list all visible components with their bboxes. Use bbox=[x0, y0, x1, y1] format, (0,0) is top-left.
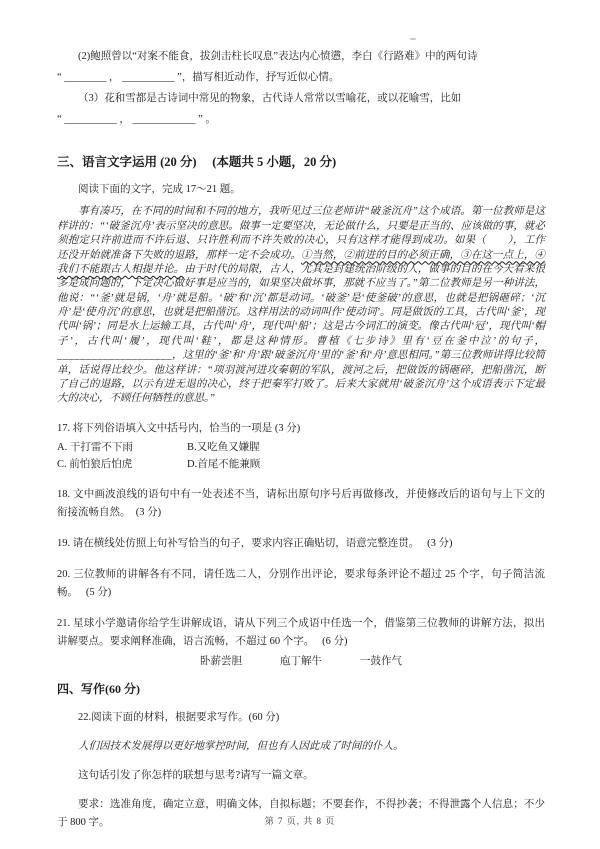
passage-part-2: 由于时代的局限，古人，尤其是封建统治阶级的人，做事的目的在今天看来很多是成问题的，下定决心做好事是应当的，如果坚决做坏事，那就不应当了。”第二位教师是另一种讲法，他说：“‘釜’就是锅，‘舟’就是船。‘破’和‘沉’都是动词。‘破釜’是‘使釜破’的意思，也就是把锅砸碎；‘沉舟’是‘使舟沉’的意思，也就是把船凿沉。这样用法的动词叫作‘使动词’。同是做饭的工具，古代叫‘釜’，现代叫‘锅’；同是水上运输工具，古代叫‘舟’，现代叫‘船’；这是古今词汇的演变。像古代叫‘冠’，现代叫‘帽子’，古代叫‘履’，现代叫‘鞋’，都是这种情形。曹植《七步诗》里有‘豆在釜中泣’的句子， bbox=[57, 263, 546, 347]
question-18-stem: 18. 文中画波浪线的语句中有一处表述不当，请标出原句序号后再做修改，并使修改后的语句与上下文的衔接流畅自然。 (3 分) bbox=[57, 488, 545, 518]
question-17-stem: 17. 将下列俗语填入文中括号内，恰当的一项是 (3 分) bbox=[57, 422, 301, 434]
question-19-stem: 19. 请在横线处仿照上句补写恰当的句子，要求内容正确贴切，语意完整连贯。 (3 分) bbox=[57, 537, 453, 549]
option-c: C. 前怕狼后怕虎 bbox=[57, 458, 133, 470]
option-d: D.首尾不能兼顾 bbox=[187, 458, 261, 470]
idiom-yiguzuoqi: 一鼓作气 bbox=[360, 655, 402, 667]
question-19 bbox=[57, 535, 545, 553]
question-18 bbox=[57, 486, 545, 522]
item-3-text: （3）花和雪都是古诗词中常见的物象，古代诗人常常以雪喻花，或以花喻雪，比如 bbox=[78, 93, 462, 104]
idiom-woxinchangdan: 卧薪尝胆 bbox=[200, 655, 242, 667]
question-21 bbox=[57, 615, 545, 670]
question-21-idiom-choices bbox=[57, 653, 545, 670]
passage-blank-line: ____________________ bbox=[57, 350, 172, 362]
reading-passage bbox=[57, 205, 545, 406]
question-20-stem: 20. 三位教师的讲解各有不同，请任选二人，分别作出评论，要求每条评论不超过 25 个字，句子简洁流畅。 (5 分) bbox=[57, 568, 545, 598]
idiom-paodingjieniu: 庖丁解牛 bbox=[280, 655, 322, 667]
question-22-stem: 22.阅读下面的材料，根据要求写作。(60 分) bbox=[78, 711, 280, 723]
question-17-options bbox=[57, 440, 545, 473]
item-2-blank-line: “ ________ ， __________ ”，描写相近动作，抒写近似心情。 bbox=[57, 72, 340, 83]
section-4-heading: 四、写作(60 分) bbox=[57, 681, 140, 696]
dictation-question-continuation bbox=[57, 46, 545, 130]
page-number: 第 7 页, 共 8 页 bbox=[264, 816, 336, 826]
item-3-blank-line: “ __________ ， ____________ ” 。 bbox=[57, 114, 216, 125]
passage-part-1: 事有凑巧，在不同的时间和不同的地方，我听见过三位老师讲“破釜沉舟”这个成语。第一位教师是这样讲的：“‘破釜沉舟’表示坚决的意思。做事一定要坚决，无论做什么，只要是正当的、应该做的事，就必须抱定只许前进而不许后退、只许胜利而不许失败的决心，只有这样才能得到成功。如果（ ），工作还没开始就准备下失败的退路，那样一定不会成功。 bbox=[57, 206, 545, 261]
question-22-requirements: 要求：选准角度，确定立意，明确文体，自拟标题；不要套作，不得抄袭；不得泄露个人信息；不少于 800 字。 bbox=[57, 798, 545, 828]
question-22-prompt: 这句话引发了你怎样的联想与思考?请写一篇文章。 bbox=[78, 769, 314, 781]
item-2-text: (2)鲍照曾以“对案不能食，拔剑击柱长叹息”表达内心愤懑，李白《行路难》中的两句诗 bbox=[78, 51, 478, 62]
section-3-heading: 三、语言文字运用 (20 分) (本题共 5 小题，20 分) bbox=[57, 155, 337, 169]
section-3-instruction: 阅读下面的文字，完成 17～21 题。 bbox=[78, 184, 241, 196]
question-20 bbox=[57, 566, 545, 602]
passage-wavy-underlined-sentence: ①当然，②前进的目的必须正确，③在这一点上，④我们不能跟古人相提并论。 bbox=[57, 249, 546, 275]
passage-part-3: ，这里的‘釜’和‘舟’跟‘破釜沉舟’里的‘釜’和‘舟’意思相同。”第三位教师讲得比较简单，话说得比较少。他这样讲：“项羽渡河进攻秦朝的军队，渡河之后，把做饭的锅砸碎，把船凿沉，断了自己的退路，以示有进无退的决心，终于把秦军打败了。后来大家就用‘破釜沉舟’这个成语表示下定最大的决心，不顾任何牺牲的意思。” bbox=[57, 350, 545, 405]
question-17 bbox=[57, 420, 545, 473]
question-21-stem: 21. 星球小学邀请你给学生讲解成语，请从下列三个成语中任选一个，借鉴第三位教师的讲解方法，拟出讲解要点。要求阐释准确，语言流畅，不超过 60 个字。 (6 分) bbox=[57, 617, 545, 647]
question-22-material: 人们因技术发展得以更好地掌控时间，但也有人因此成了时间的仆人。 bbox=[78, 740, 404, 752]
option-a: A. 干打雷不下雨 bbox=[57, 441, 133, 453]
option-b: B.又吃鱼又嫌腥 bbox=[187, 441, 260, 453]
scan-artifact-mark bbox=[410, 38, 416, 40]
